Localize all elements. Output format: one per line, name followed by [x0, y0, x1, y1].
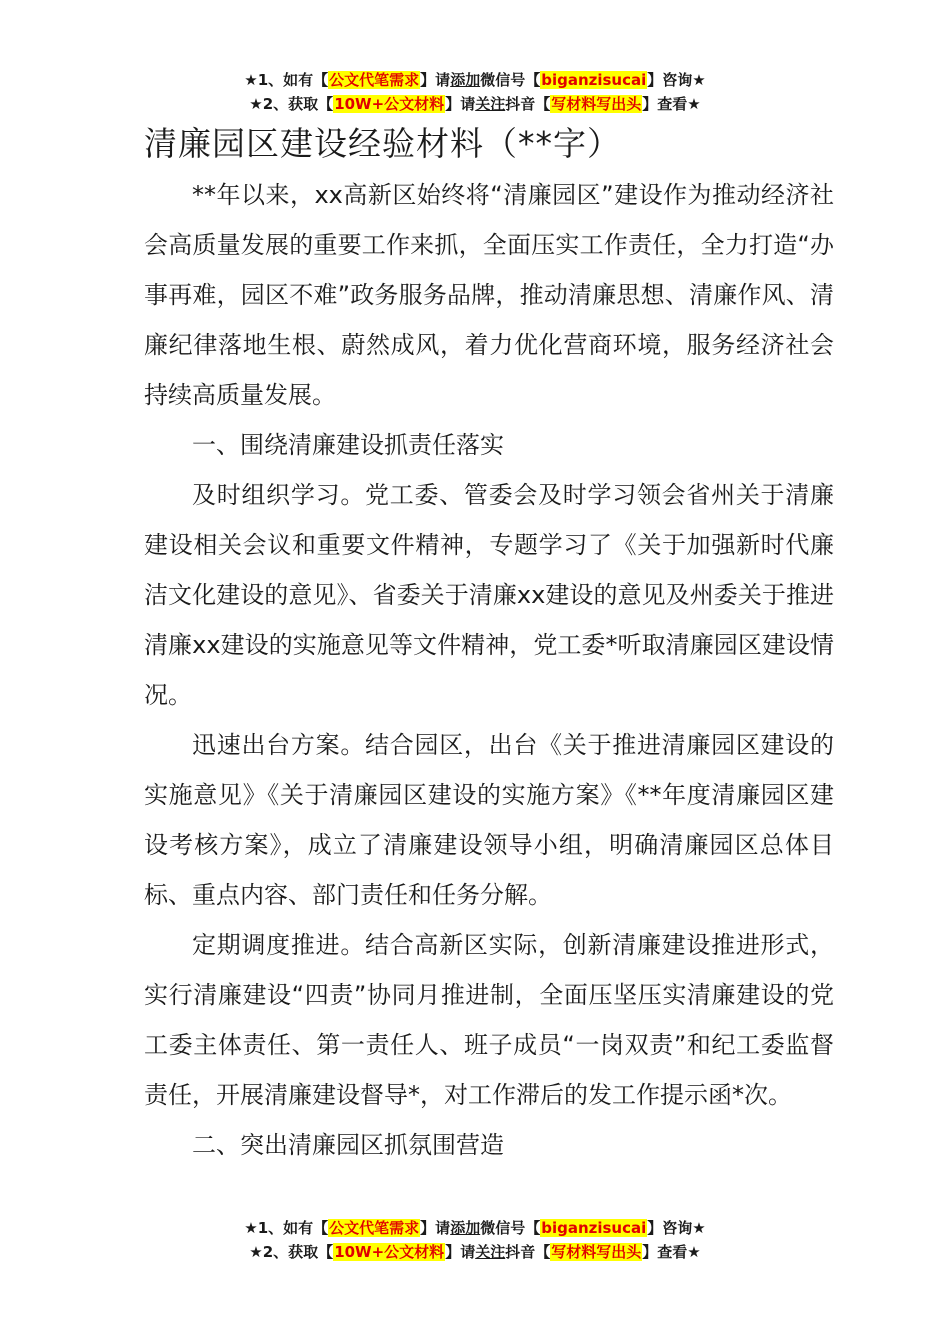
- paragraph-study: 及时组织学习。党工委、管委会及时学习领会省州关于清廉建设相关会议和重要文件精神，专题学习了《关于加强新时代廉洁文化建设的意见》、省委关于清廉xx建设的意见及州委关于推进清廉xx建设的实施意见等文件精神，党工委*听取清廉园区建设情况。: [144, 481, 834, 709]
- bottom-banner: [0, 1216, 950, 1264]
- section-heading-2: 二、突出清廉园区抓氛围营造: [192, 1131, 504, 1159]
- banner-text: ★2、获取【: [249, 1243, 334, 1261]
- document-body: [144, 118, 834, 1170]
- banner-underline: 添加: [450, 1219, 481, 1237]
- banner-highlight: 公文代笔需求: [329, 1219, 420, 1237]
- section-heading-1: 一、围绕清廉建设抓责任落实: [192, 431, 504, 459]
- banner-line-1: [0, 1216, 950, 1240]
- banner-line-1: [0, 68, 950, 92]
- banner-text: ★1、如有【: [244, 1219, 329, 1237]
- banner-text: 抖音【: [505, 95, 551, 113]
- banner-underline: 添加: [450, 71, 481, 89]
- document-title: 清廉园区建设经验材料（**字）: [144, 124, 621, 163]
- banner-text: 】请: [420, 71, 451, 89]
- top-banner: [0, 68, 950, 116]
- banner-text: 微信号【: [480, 1219, 541, 1237]
- intro-paragraph: **年以来，xx高新区始终将“清廉园区”建设作为推动经济社会高质量发展的重要工作来抓，全面压实工作责任，全力打造“办事再难，园区不难”政务服务品牌，推动清廉思想、清廉作风、清廉纪律落地生根、蔚然成风，着力优化营商环境，服务经济社会持续高质量发展。: [144, 181, 834, 409]
- banner-highlight: 写材料写出头: [551, 1243, 642, 1261]
- banner-underline: 关注: [475, 1243, 506, 1261]
- banner-highlight: 写材料写出头: [551, 95, 642, 113]
- banner-text: 抖音【: [505, 1243, 551, 1261]
- paragraph-plan: 迅速出台方案。结合园区，出台《关于推进清廉园区建设的实施意见》《关于清廉园区建设的实施方案》《**年度清廉园区建设考核方案》，成立了清廉建设领导小组，明确清廉园区总体目标、重点内容、部门责任和任务分解。: [144, 731, 834, 909]
- banner-highlight: biganzisucai: [541, 71, 647, 89]
- banner-line-2: [0, 92, 950, 116]
- banner-text: 】咨询★: [647, 1219, 706, 1237]
- banner-text: ★1、如有【: [244, 71, 329, 89]
- banner-text: ★2、获取【: [249, 95, 334, 113]
- banner-text: 】请: [420, 1219, 451, 1237]
- banner-highlight: 公文代笔需求: [329, 71, 420, 89]
- banner-highlight: 10W+公文材料: [334, 95, 445, 113]
- banner-highlight: 10W+公文材料: [334, 1243, 445, 1261]
- banner-text: 】查看★: [642, 95, 701, 113]
- paragraph-schedule: 定期调度推进。结合高新区实际，创新清廉建设推进形式，实行清廉建设“四责”协同月推进制，全面压坚压实清廉建设的党工委主体责任、第一责任人、班子成员“一岗双责”和纪工委监督责任，开展清廉建设督导*，对工作滞后的发工作提示函*次。: [144, 931, 834, 1109]
- banner-text: 微信号【: [480, 71, 541, 89]
- banner-text: 】请: [445, 95, 476, 113]
- banner-text: 】查看★: [642, 1243, 701, 1261]
- banner-text: 】请: [445, 1243, 476, 1261]
- banner-text: 】咨询★: [647, 71, 706, 89]
- banner-line-2: [0, 1240, 950, 1264]
- banner-underline: 关注: [475, 95, 506, 113]
- banner-highlight: biganzisucai: [541, 1219, 647, 1237]
